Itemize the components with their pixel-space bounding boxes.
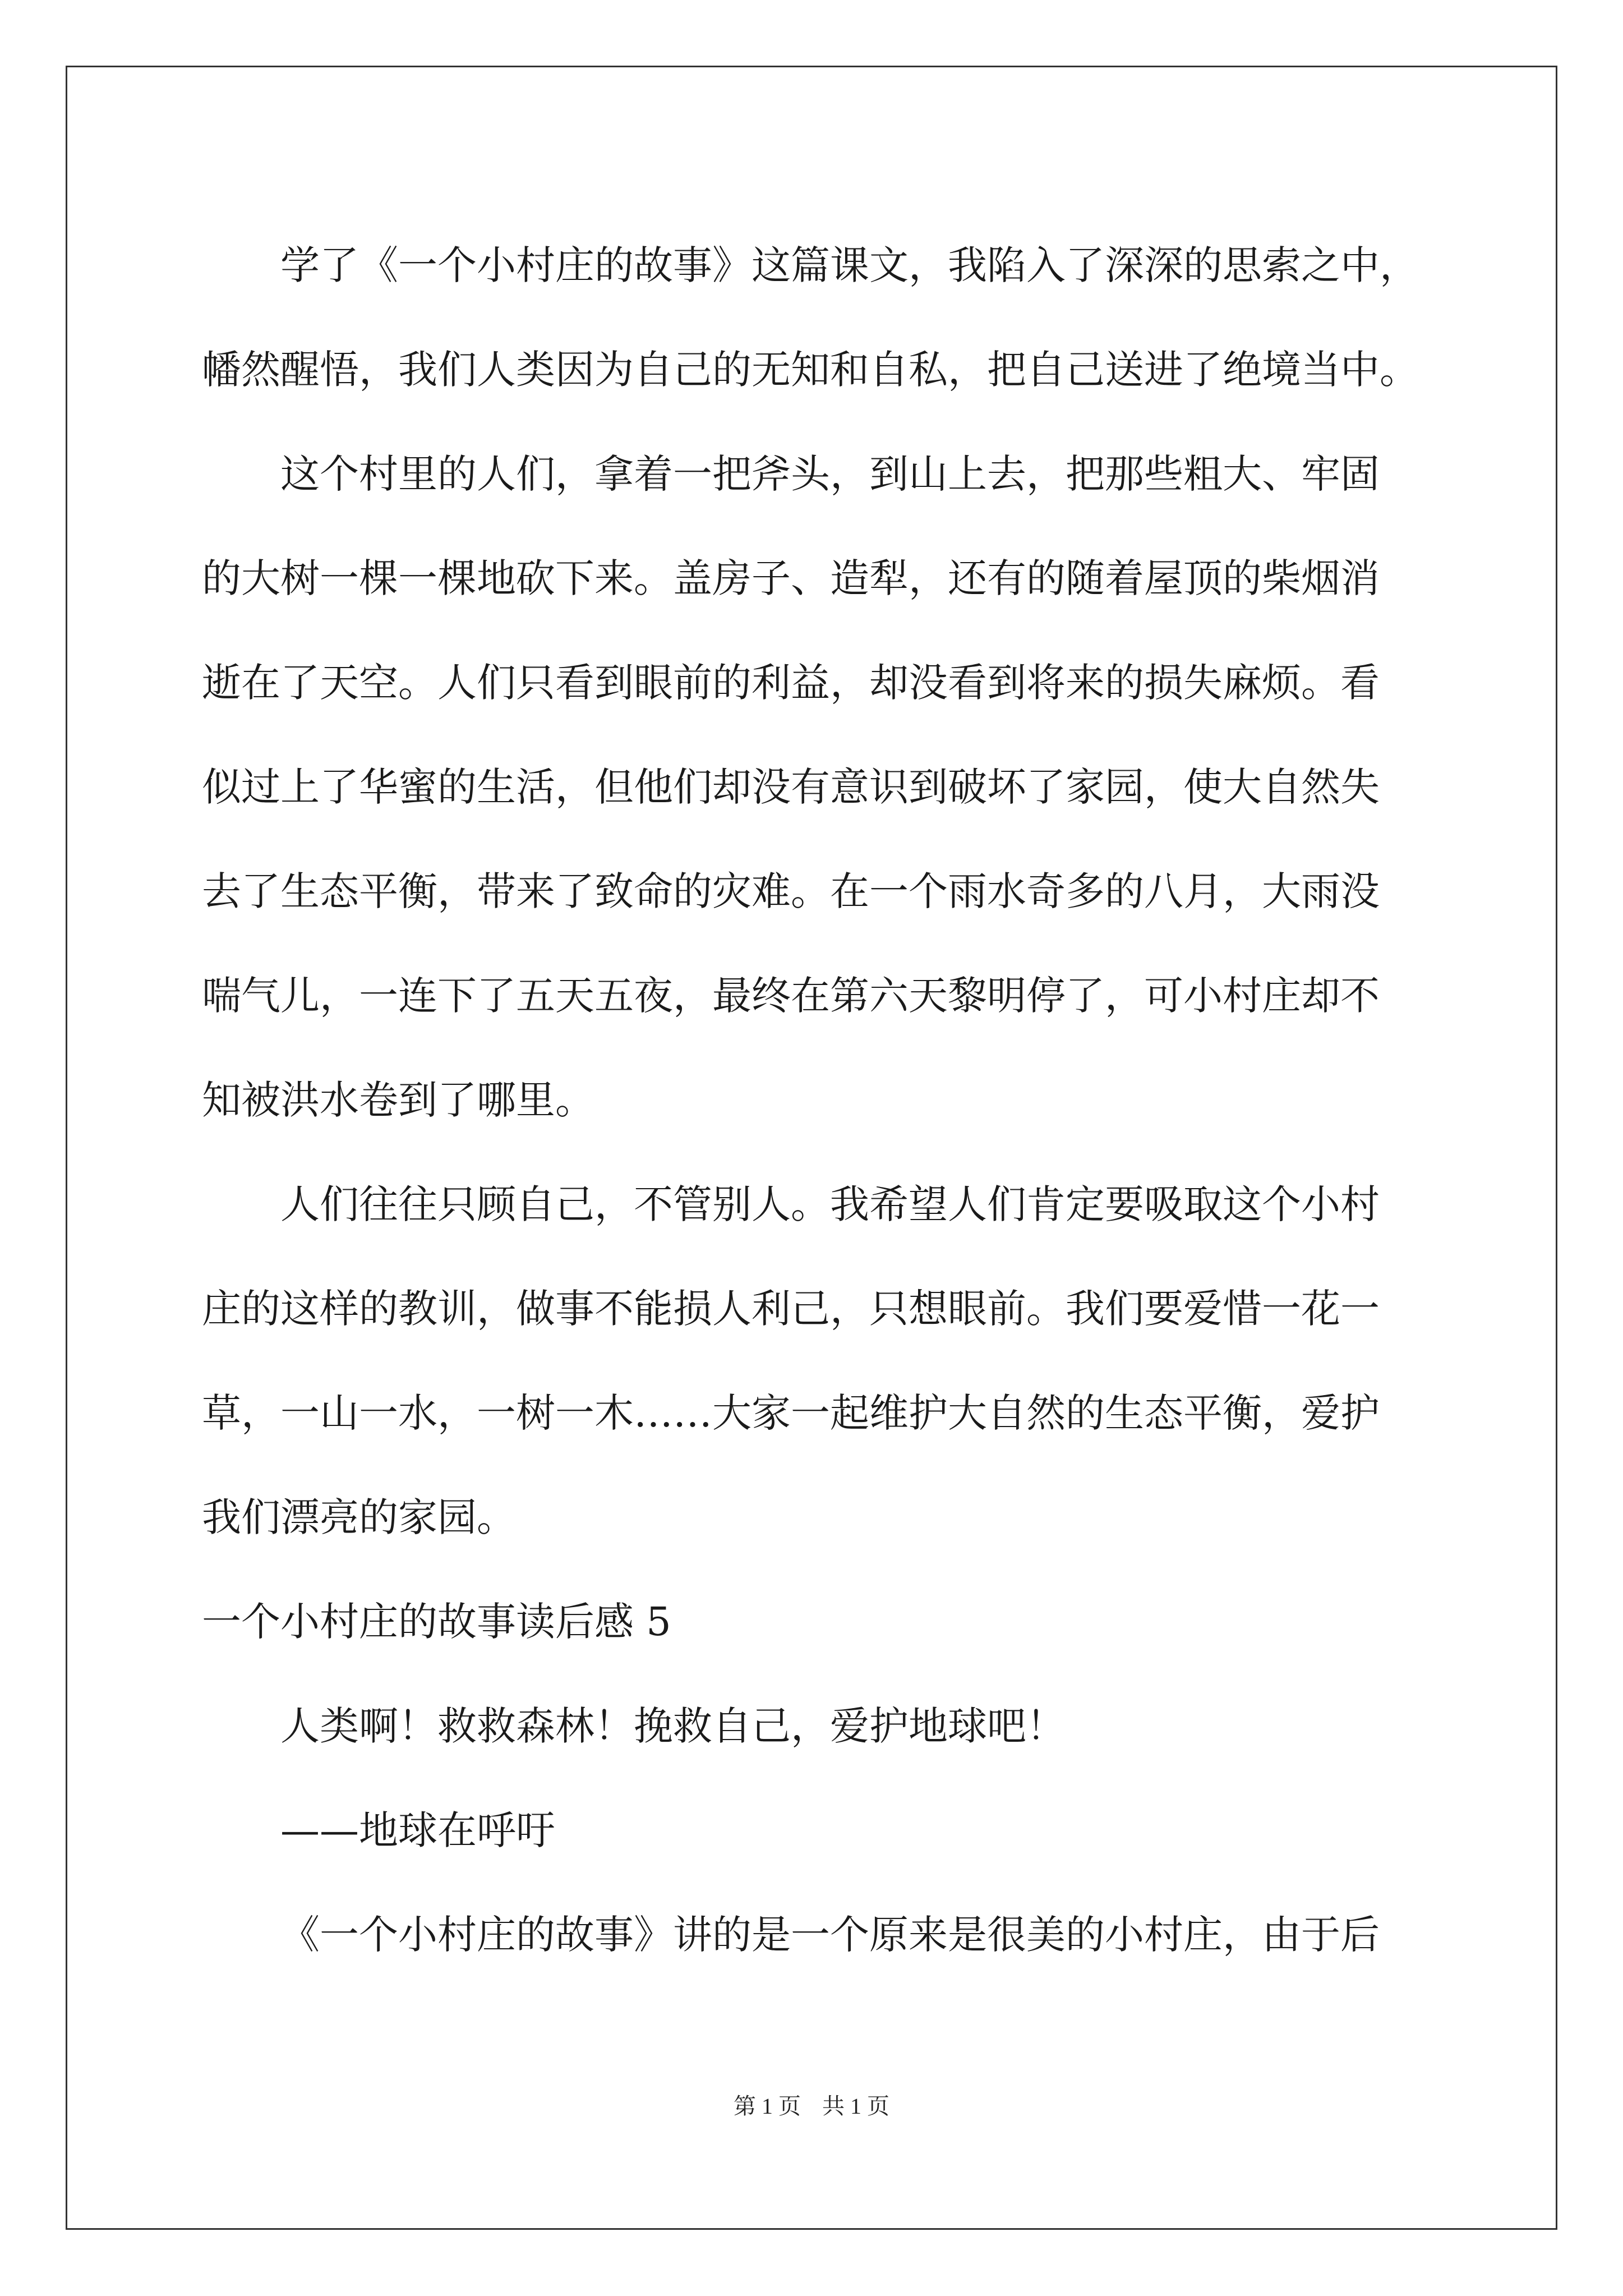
text-line: 人们往往只顾自己，不管别人。我希望人们肯定要吸取这个小村 <box>280 1181 1380 1227</box>
text-line: ——地球在呼吁 <box>280 1807 555 1853</box>
text-line: 似过上了华蜜的生活，但他们却没有意识到破坏了家园，使大自然失 <box>202 764 1380 810</box>
text-line: 《一个小村庄的故事》讲的是一个原来是很美的小村庄，由于后 <box>280 1912 1380 1958</box>
section-heading <box>202 1570 1436 1674</box>
paragraph <box>202 1674 1436 1778</box>
text-line: 学了《一个小村庄的故事》这篇课文，我陷入了深深的思索之中， <box>280 242 1419 288</box>
page-footer <box>0 2090 1623 2123</box>
text-line: 的大树一棵一棵地砍下来。盖房子、造犁，还有的随着屋顶的柴烟消 <box>202 555 1380 601</box>
text-line: 逝在了天空。人们只看到眼前的利益，却没看到将来的损失麻烦。看 <box>202 660 1380 706</box>
page-number-current: 第 1 页 <box>734 2093 801 2119</box>
text-line: 我们漂亮的家园。 <box>202 1494 516 1540</box>
text-line: 人类啊！救救森林！挽救自己，爱护地球吧！ <box>280 1703 1066 1749</box>
text-line: 知被洪水卷到了哪里。 <box>202 1077 594 1123</box>
paragraph <box>202 1883 1436 1987</box>
paragraph <box>202 213 1436 422</box>
paragraph <box>202 1778 1436 1883</box>
text-line: 去了生态平衡，带来了致命的灾难。在一个雨水奇多的八月，大雨没 <box>202 868 1380 914</box>
document-body <box>202 213 1436 1987</box>
text-line: 这个村里的人们，拿着一把斧头，到山上去，把那些粗大、牢固 <box>280 451 1380 497</box>
text-line: 一个小村庄的故事读后感 5 <box>202 1599 671 1645</box>
paragraph <box>202 1152 1436 1570</box>
paragraph <box>202 422 1436 1152</box>
text-line: 草，一山一水，一树一木……大家一起维护大自然的生态平衡，爱护 <box>202 1390 1380 1436</box>
text-line: 幡然醒悟，我们人类因为自己的无知和自私，把自己送进了绝境当中。 <box>202 347 1419 393</box>
text-line: 喘气儿，一连下了五天五夜，最终在第六天黎明停了，可小村庄却不 <box>202 973 1380 1019</box>
page-number-total: 共 1 页 <box>822 2093 889 2119</box>
text-line: 庄的这样的教训，做事不能损人利己，只想眼前。我们要爱惜一花一 <box>202 1286 1380 1332</box>
